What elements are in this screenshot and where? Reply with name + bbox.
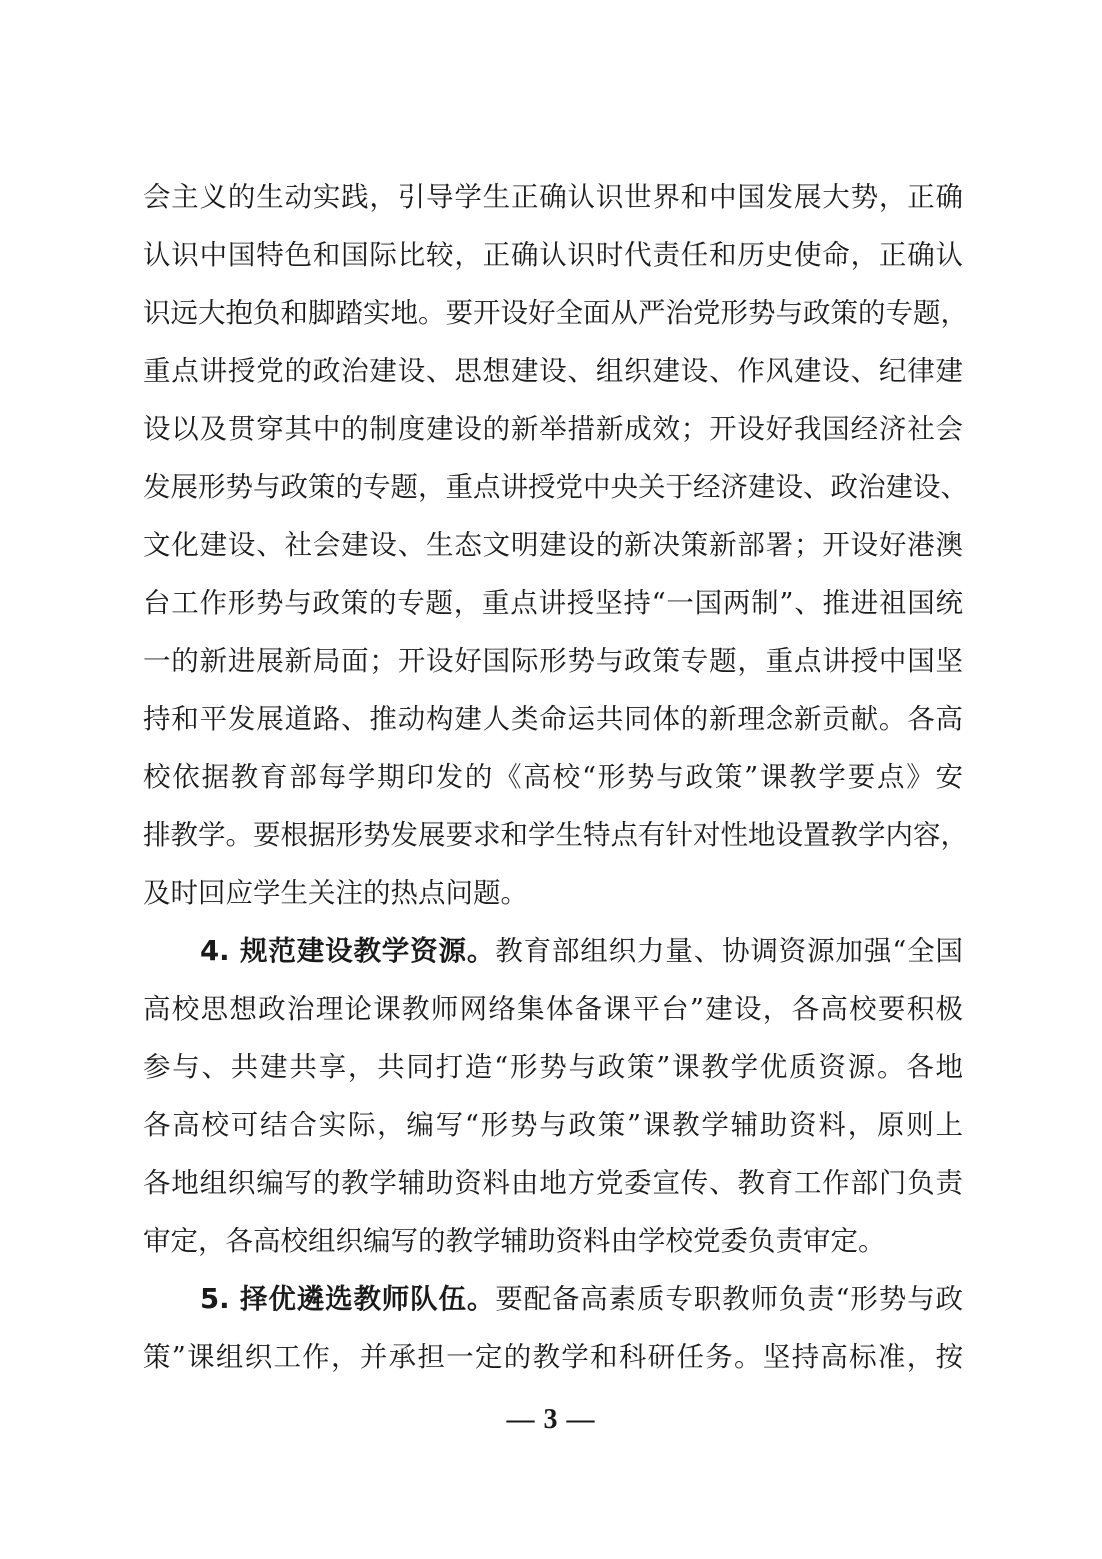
section-heading-5: 5. 择优遴选教师队伍。 <box>200 1283 496 1315</box>
paragraph-1-line: 设以及贯穿其中的制度建设的新举措新成效；开设好我国经济社会 <box>143 413 963 445</box>
paragraph-2-first-line-text: 教育部组织力量、协调资源加强“全国 <box>495 935 964 967</box>
paragraph-1-line: 会主义的生动实践，引导学生正确认识世界和中国发展大势，正确 <box>143 181 963 213</box>
paragraph-2-first-line <box>143 922 963 980</box>
paragraph-1-line: 排教学。要根据形势发展要求和学生特点有针对性地设置教学内容， <box>143 819 968 851</box>
paragraph-2-line: 参与、共建共享，共同打造“形势与政策”课教学优质资源。各地 <box>143 1051 963 1083</box>
paragraph-2-line: 各高校可结合实际，编写“形势与政策”课教学辅助资料，原则上 <box>143 1109 963 1141</box>
paragraph-3-first-line <box>143 1270 963 1328</box>
paragraph-1-line: 识远大抱负和脚踏实地。要开设好全面从严治党形势与政策的专题， <box>143 297 968 329</box>
paragraph-1-line: 校依据教育部每学期印发的《高校“形势与政策”课教学要点》安 <box>143 761 963 793</box>
paragraph-3-first-line-text: 要配备高素质专职教师负责“形势与政 <box>495 1283 964 1315</box>
paragraph-1-line: 一的新进展新局面；开设好国际形势与政策专题，重点讲授中国坚 <box>143 645 963 677</box>
paragraph-1-line: 持和平发展道路、推动构建人类命运共同体的新理念新贡献。各高 <box>143 703 963 735</box>
paragraph-1-line: 重点讲授党的政治建设、思想建设、组织建设、作风建设、纪律建 <box>143 355 963 387</box>
paragraph-2-line: 高校思想政治理论课教师网络集体备课平台”建设，各高校要积极 <box>143 993 963 1025</box>
paragraph-1-line: 认识中国特色和国际比较，正确认识时代责任和历史使命，正确认 <box>143 239 963 271</box>
paragraph-1-line: 台工作形势与政策的专题，重点讲授坚持“一国两制”、推进祖国统 <box>143 587 963 619</box>
paragraph-1-line: 及时回应学生关注的热点问题。 <box>143 877 528 909</box>
paragraph-2-line: 各地组织编写的教学辅助资料由地方党委宣传、教育工作部门负责 <box>143 1167 963 1199</box>
paragraph-3-line: 策”课组织工作，并承担一定的教学和科研任务。坚持高标准，按 <box>143 1341 963 1373</box>
body-text <box>143 168 968 1386</box>
section-heading-4: 4. 规范建设教学资源。 <box>200 935 496 967</box>
paragraph-1-line: 文化建设、社会建设、生态文明建设的新决策新部署；开设好港澳 <box>143 529 963 561</box>
paragraph-1-line: 发展形势与政策的专题，重点讲授党中央关于经济建设、政治建设、 <box>143 471 968 503</box>
paragraph-2-line: 审定，各高校组织编写的教学辅助资料由学校党委负责审定。 <box>143 1225 886 1257</box>
page-number: — 3 — <box>506 1404 596 1435</box>
